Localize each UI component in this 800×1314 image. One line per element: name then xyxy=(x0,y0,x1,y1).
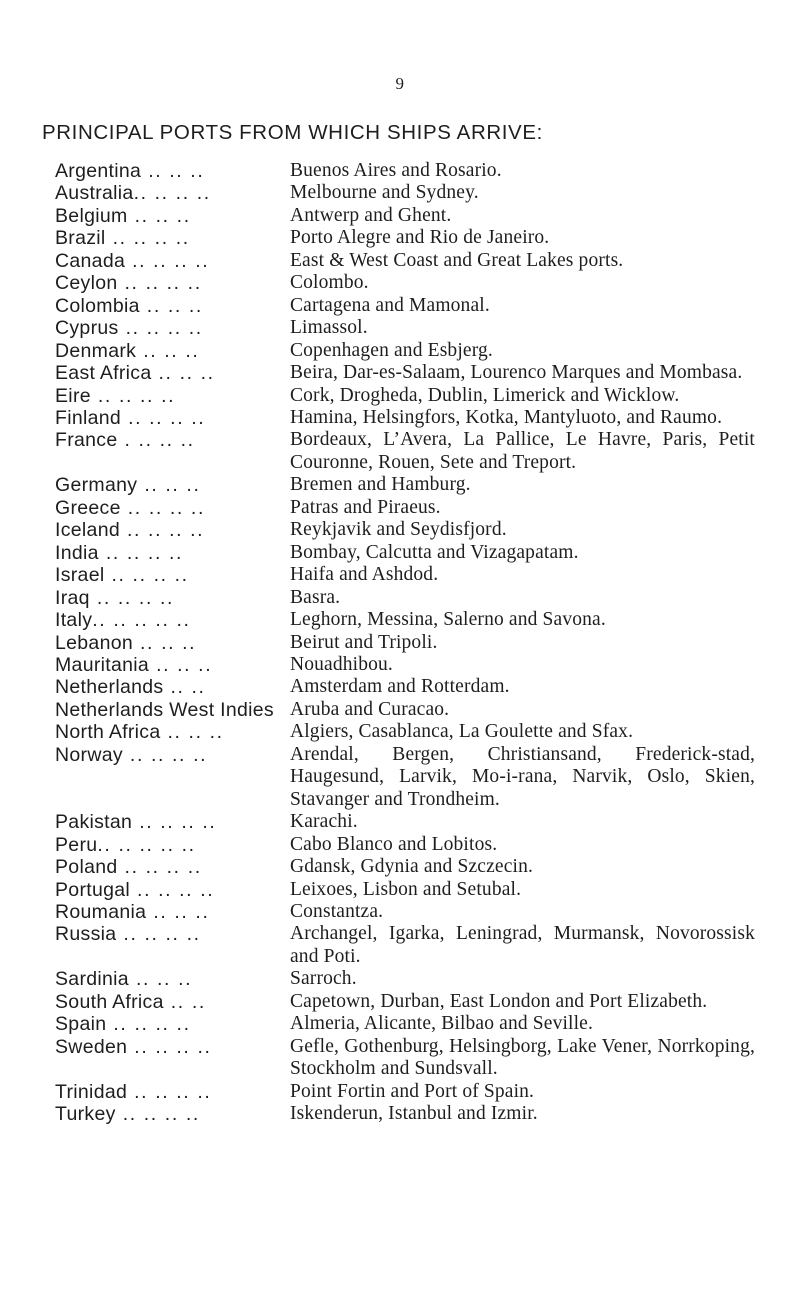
port-row xyxy=(55,497,755,519)
country-cell xyxy=(55,632,290,654)
dot-leader: .. .. .. .. xyxy=(127,1035,212,1058)
dot-leader: .. .. .. xyxy=(141,160,205,182)
dot-leader: .. .. .. .. xyxy=(117,856,202,879)
port-row xyxy=(55,564,755,586)
country-name: Brazil xyxy=(55,227,106,250)
ports-cell: Porto Alegre and Rio de Janeiro. xyxy=(290,227,550,249)
country-name: Denmark xyxy=(55,339,137,362)
country-name: Australia xyxy=(55,182,134,205)
country-cell xyxy=(55,923,290,945)
country-cell xyxy=(55,385,290,407)
country-cell xyxy=(55,474,290,496)
ports-cell: Aruba and Curacao. xyxy=(290,698,450,720)
dot-leader: .. .. .. xyxy=(146,900,210,923)
dot-leader: .. .. .. .. xyxy=(118,317,203,340)
country-name: Canada xyxy=(55,249,126,272)
country-cell xyxy=(55,609,290,631)
country-name: Sardinia xyxy=(55,968,129,991)
dot-leader: .. .. .. .. xyxy=(133,182,211,205)
country-cell xyxy=(55,295,290,317)
country-name: Israel xyxy=(55,564,105,587)
country-cell xyxy=(55,564,290,586)
port-row xyxy=(55,1013,755,1035)
dot-leader: .. .. .. xyxy=(127,204,191,227)
port-row xyxy=(55,968,755,990)
ports-cell: Basra. xyxy=(290,586,341,608)
country-name: Sweden xyxy=(55,1035,128,1058)
dot-leader: .. .. .. xyxy=(151,362,215,385)
dot-leader: .. .. .. .. xyxy=(105,227,190,250)
ports-cell: Almeria, Alicante, Bilbao and Seville. xyxy=(290,1013,593,1035)
ports-cell: Haifa and Ashdod. xyxy=(290,564,439,586)
port-row xyxy=(55,811,755,833)
country-name: Eire xyxy=(55,384,91,407)
port-row xyxy=(55,991,755,1013)
country-cell xyxy=(55,1103,290,1125)
country-cell xyxy=(55,901,290,923)
country-cell xyxy=(55,227,290,249)
port-row xyxy=(55,362,755,384)
country-cell xyxy=(55,542,290,564)
country-cell xyxy=(55,676,290,698)
country-name: Norway xyxy=(55,743,123,766)
dot-leader: .. .. .. .. xyxy=(130,878,215,901)
dot-leader: .. .. .. .. xyxy=(115,1103,200,1126)
ports-cell: Gefle, Gothenburg, Helsingborg, Lake Vener, Norrkoping, Stockholm and Sundsvall. xyxy=(290,1035,755,1080)
dot-leader: .. .. .. .. xyxy=(98,541,184,564)
ports-cell: Copenhagen and Esbjerg. xyxy=(290,339,493,361)
dot-leader: .. .. .. xyxy=(160,721,224,744)
country-name: Ceylon xyxy=(55,272,118,295)
ports-cell: Arendal, Bergen, Christiansand, Frederick-stad, Haugesund, Larvik, Mo-i-rana, Narvik, Oslo, Skien, Stavanger and Trondheim. xyxy=(290,743,755,810)
dot-leader: .. .. .. .. xyxy=(89,586,175,609)
ports-cell: Patras and Piraeus. xyxy=(290,496,441,518)
country-name: Spain xyxy=(55,1013,107,1036)
ports-cell: Archangel, Igarka, Leningrad, Murmansk, Novorossisk and Poti. xyxy=(290,923,755,967)
ports-cell: Algiers, Casablanca, La Goulette and Sfax. xyxy=(290,721,634,743)
ports-cell: Amsterdam and Rotterdam. xyxy=(290,676,510,698)
country-cell xyxy=(55,429,290,451)
country-cell xyxy=(55,968,290,990)
country-name: Portugal xyxy=(55,878,131,901)
country-name: Greece xyxy=(55,496,121,519)
country-name: East Africa xyxy=(55,362,152,385)
country-cell xyxy=(55,362,290,384)
country-cell xyxy=(55,654,290,676)
ports-cell: East & West Coast and Great Lakes ports. xyxy=(290,249,624,271)
port-row xyxy=(55,676,755,698)
dot-leader: .. .. .. xyxy=(133,631,197,654)
dot-leader: .. .. .. xyxy=(128,968,193,991)
port-row xyxy=(55,654,755,676)
country-name: Turkey xyxy=(55,1103,116,1126)
country-cell xyxy=(55,340,290,362)
dot-leader: .. .. .. .. xyxy=(90,384,176,407)
dot-leader: .. .. .. .. xyxy=(117,272,202,295)
ports-cell: Melbourne and Sydney. xyxy=(290,182,479,204)
country-cell xyxy=(55,497,290,519)
country-name: Colombia xyxy=(55,294,140,317)
port-row xyxy=(55,699,755,721)
country-cell xyxy=(55,721,290,743)
country-name: Iraq xyxy=(55,586,90,609)
port-row xyxy=(55,879,755,901)
port-row xyxy=(55,385,755,407)
country-cell xyxy=(55,317,290,339)
country-name: France xyxy=(55,429,118,452)
port-row xyxy=(55,227,755,249)
port-row xyxy=(55,295,755,317)
country-name: Germany xyxy=(55,474,138,497)
ports-cell: Capetown, Durban, East London and Port Elizabeth. xyxy=(290,990,708,1012)
port-row xyxy=(55,923,755,968)
port-row xyxy=(55,317,755,339)
country-name: Roumania xyxy=(55,900,147,923)
dot-leader: .. .. .. .. xyxy=(125,249,210,272)
country-name: Mauritania xyxy=(55,653,150,676)
country-cell xyxy=(55,744,290,766)
country-name: Belgium xyxy=(55,204,128,227)
country-cell xyxy=(55,519,290,541)
dot-leader: .. .. .. .. xyxy=(127,1080,212,1103)
port-row xyxy=(55,632,755,654)
dot-leader: .. .. .. .. xyxy=(122,743,208,766)
ports-cell: Gdansk, Gdynia and Szczecin. xyxy=(290,856,533,878)
dot-leader: .. .. .. xyxy=(137,474,201,497)
port-row xyxy=(55,160,755,182)
port-row xyxy=(55,1036,755,1081)
country-cell xyxy=(55,205,290,227)
country-name: Iceland xyxy=(55,519,120,542)
ports-cell: Buenos Aires and Rosario. xyxy=(290,160,502,181)
country-name: Italy xyxy=(55,609,93,632)
ports-cell: Bombay, Calcutta and Vizagapatam. xyxy=(290,541,579,563)
country-cell xyxy=(55,856,290,878)
dot-leader: .. .. .. xyxy=(136,339,200,362)
country-cell xyxy=(55,811,290,833)
ports-cell: Reykjavik and Seydisfjord. xyxy=(290,519,507,541)
country-name: Russia xyxy=(55,923,117,946)
ports-cell: Bremen and Hamburg. xyxy=(290,474,471,496)
dot-leader: .. .. .. .. xyxy=(116,923,201,946)
ports-cell: Bordeaux, L’Avera, La Pallice, Le Havre, Paris, Petit Couronne, Rouen, Sete and Treport. xyxy=(290,429,755,473)
port-row xyxy=(55,587,755,609)
country-cell xyxy=(55,991,290,1013)
port-row xyxy=(55,542,755,564)
port-row xyxy=(55,205,755,227)
ports-cell: Cork, Drogheda, Dublin, Limerick and Wicklow. xyxy=(290,384,680,406)
port-row xyxy=(55,1081,755,1103)
ports-cell: Iskenderun, Istanbul and Izmir. xyxy=(290,1103,538,1125)
country-cell xyxy=(55,272,290,294)
dot-leader: .. .. .. .. .. xyxy=(97,833,196,856)
ports-cell: Constantza. xyxy=(290,900,384,922)
dot-leader: .. .. .. .. xyxy=(132,811,217,834)
port-row xyxy=(55,407,755,429)
dot-leader: .. .. .. .. xyxy=(120,496,205,519)
ports-cell: Beirut and Tripoli. xyxy=(290,631,438,653)
port-row xyxy=(55,519,755,541)
country-name: Netherlands West Indies xyxy=(55,698,274,721)
ports-cell: Antwerp and Ghent. xyxy=(290,204,452,226)
port-row xyxy=(55,744,755,811)
country-cell xyxy=(55,182,290,204)
dot-leader: .. .. .. .. .. xyxy=(92,609,191,632)
ports-cell: Nouadhibou. xyxy=(290,653,393,675)
country-cell xyxy=(55,587,290,609)
ports-cell: Colombo. xyxy=(290,272,369,294)
ports-cell: Cabo Blanco and Lobitos. xyxy=(290,833,498,855)
port-row xyxy=(55,721,755,743)
ports-cell: Karachi. xyxy=(290,811,358,833)
dot-leader: .. .. xyxy=(163,676,206,699)
country-name: Cyprus xyxy=(55,317,119,340)
country-name: Peru xyxy=(55,833,98,856)
port-row xyxy=(55,1103,755,1125)
country-cell xyxy=(55,699,290,721)
country-cell xyxy=(55,1013,290,1035)
page-heading: PRINCIPAL PORTS FROM WHICH SHIPS ARRIVE: xyxy=(42,121,543,144)
ports-cell: Point Fortin and Port of Spain. xyxy=(290,1080,535,1102)
port-row xyxy=(55,429,755,474)
dot-leader: .. .. .. .. xyxy=(106,1013,191,1036)
port-row xyxy=(55,901,755,923)
port-row xyxy=(55,474,755,496)
ports-cell: Leixoes, Lisbon and Setubal. xyxy=(290,878,522,900)
port-row xyxy=(55,340,755,362)
port-row xyxy=(55,834,755,856)
ports-cell: Hamina, Helsingfors, Kotka, Mantyluoto, and Raumo. xyxy=(290,406,723,428)
country-cell xyxy=(55,1081,290,1103)
port-row xyxy=(55,272,755,294)
country-name: North Africa xyxy=(55,721,161,744)
port-row xyxy=(55,856,755,878)
ports-cell: Limassol. xyxy=(290,317,368,339)
country-name: Netherlands xyxy=(55,676,164,699)
port-row xyxy=(55,182,755,204)
country-name: Poland xyxy=(55,856,118,879)
dot-leader: .. .. .. xyxy=(149,653,213,676)
dot-leader: .. .. xyxy=(163,990,206,1013)
country-cell xyxy=(55,407,290,429)
country-cell xyxy=(55,1036,290,1058)
port-list xyxy=(55,160,755,1125)
ports-cell: Sarroch. xyxy=(290,968,357,990)
country-name: South Africa xyxy=(55,990,164,1013)
country-cell xyxy=(55,250,290,272)
ports-cell: Leghorn, Messina, Salerno and Savona. xyxy=(290,609,606,631)
country-name: Pakistan xyxy=(55,811,133,834)
ports-cell: Beira, Dar-es-Salaam, Lourenco Marques and Mombasa. xyxy=(290,362,743,384)
country-name: India xyxy=(55,541,99,564)
dot-leader: . .. .. .. xyxy=(117,429,195,452)
country-name: Argentina xyxy=(55,160,142,182)
page-number: 9 xyxy=(395,74,405,93)
dot-leader: .. .. .. .. xyxy=(121,406,206,429)
port-row xyxy=(55,250,755,272)
port-row xyxy=(55,609,755,631)
country-cell xyxy=(55,834,290,856)
dot-leader: .. .. .. xyxy=(139,294,203,317)
dot-leader: .. .. .. .. xyxy=(119,519,205,542)
country-name: Trinidad xyxy=(55,1080,128,1103)
country-cell xyxy=(55,879,290,901)
dot-leader: .. .. .. .. xyxy=(104,564,189,587)
ports-cell: Cartagena and Mamonal. xyxy=(290,294,490,316)
country-cell xyxy=(55,160,290,182)
country-name: Finland xyxy=(55,406,122,429)
country-name: Lebanon xyxy=(55,631,134,654)
